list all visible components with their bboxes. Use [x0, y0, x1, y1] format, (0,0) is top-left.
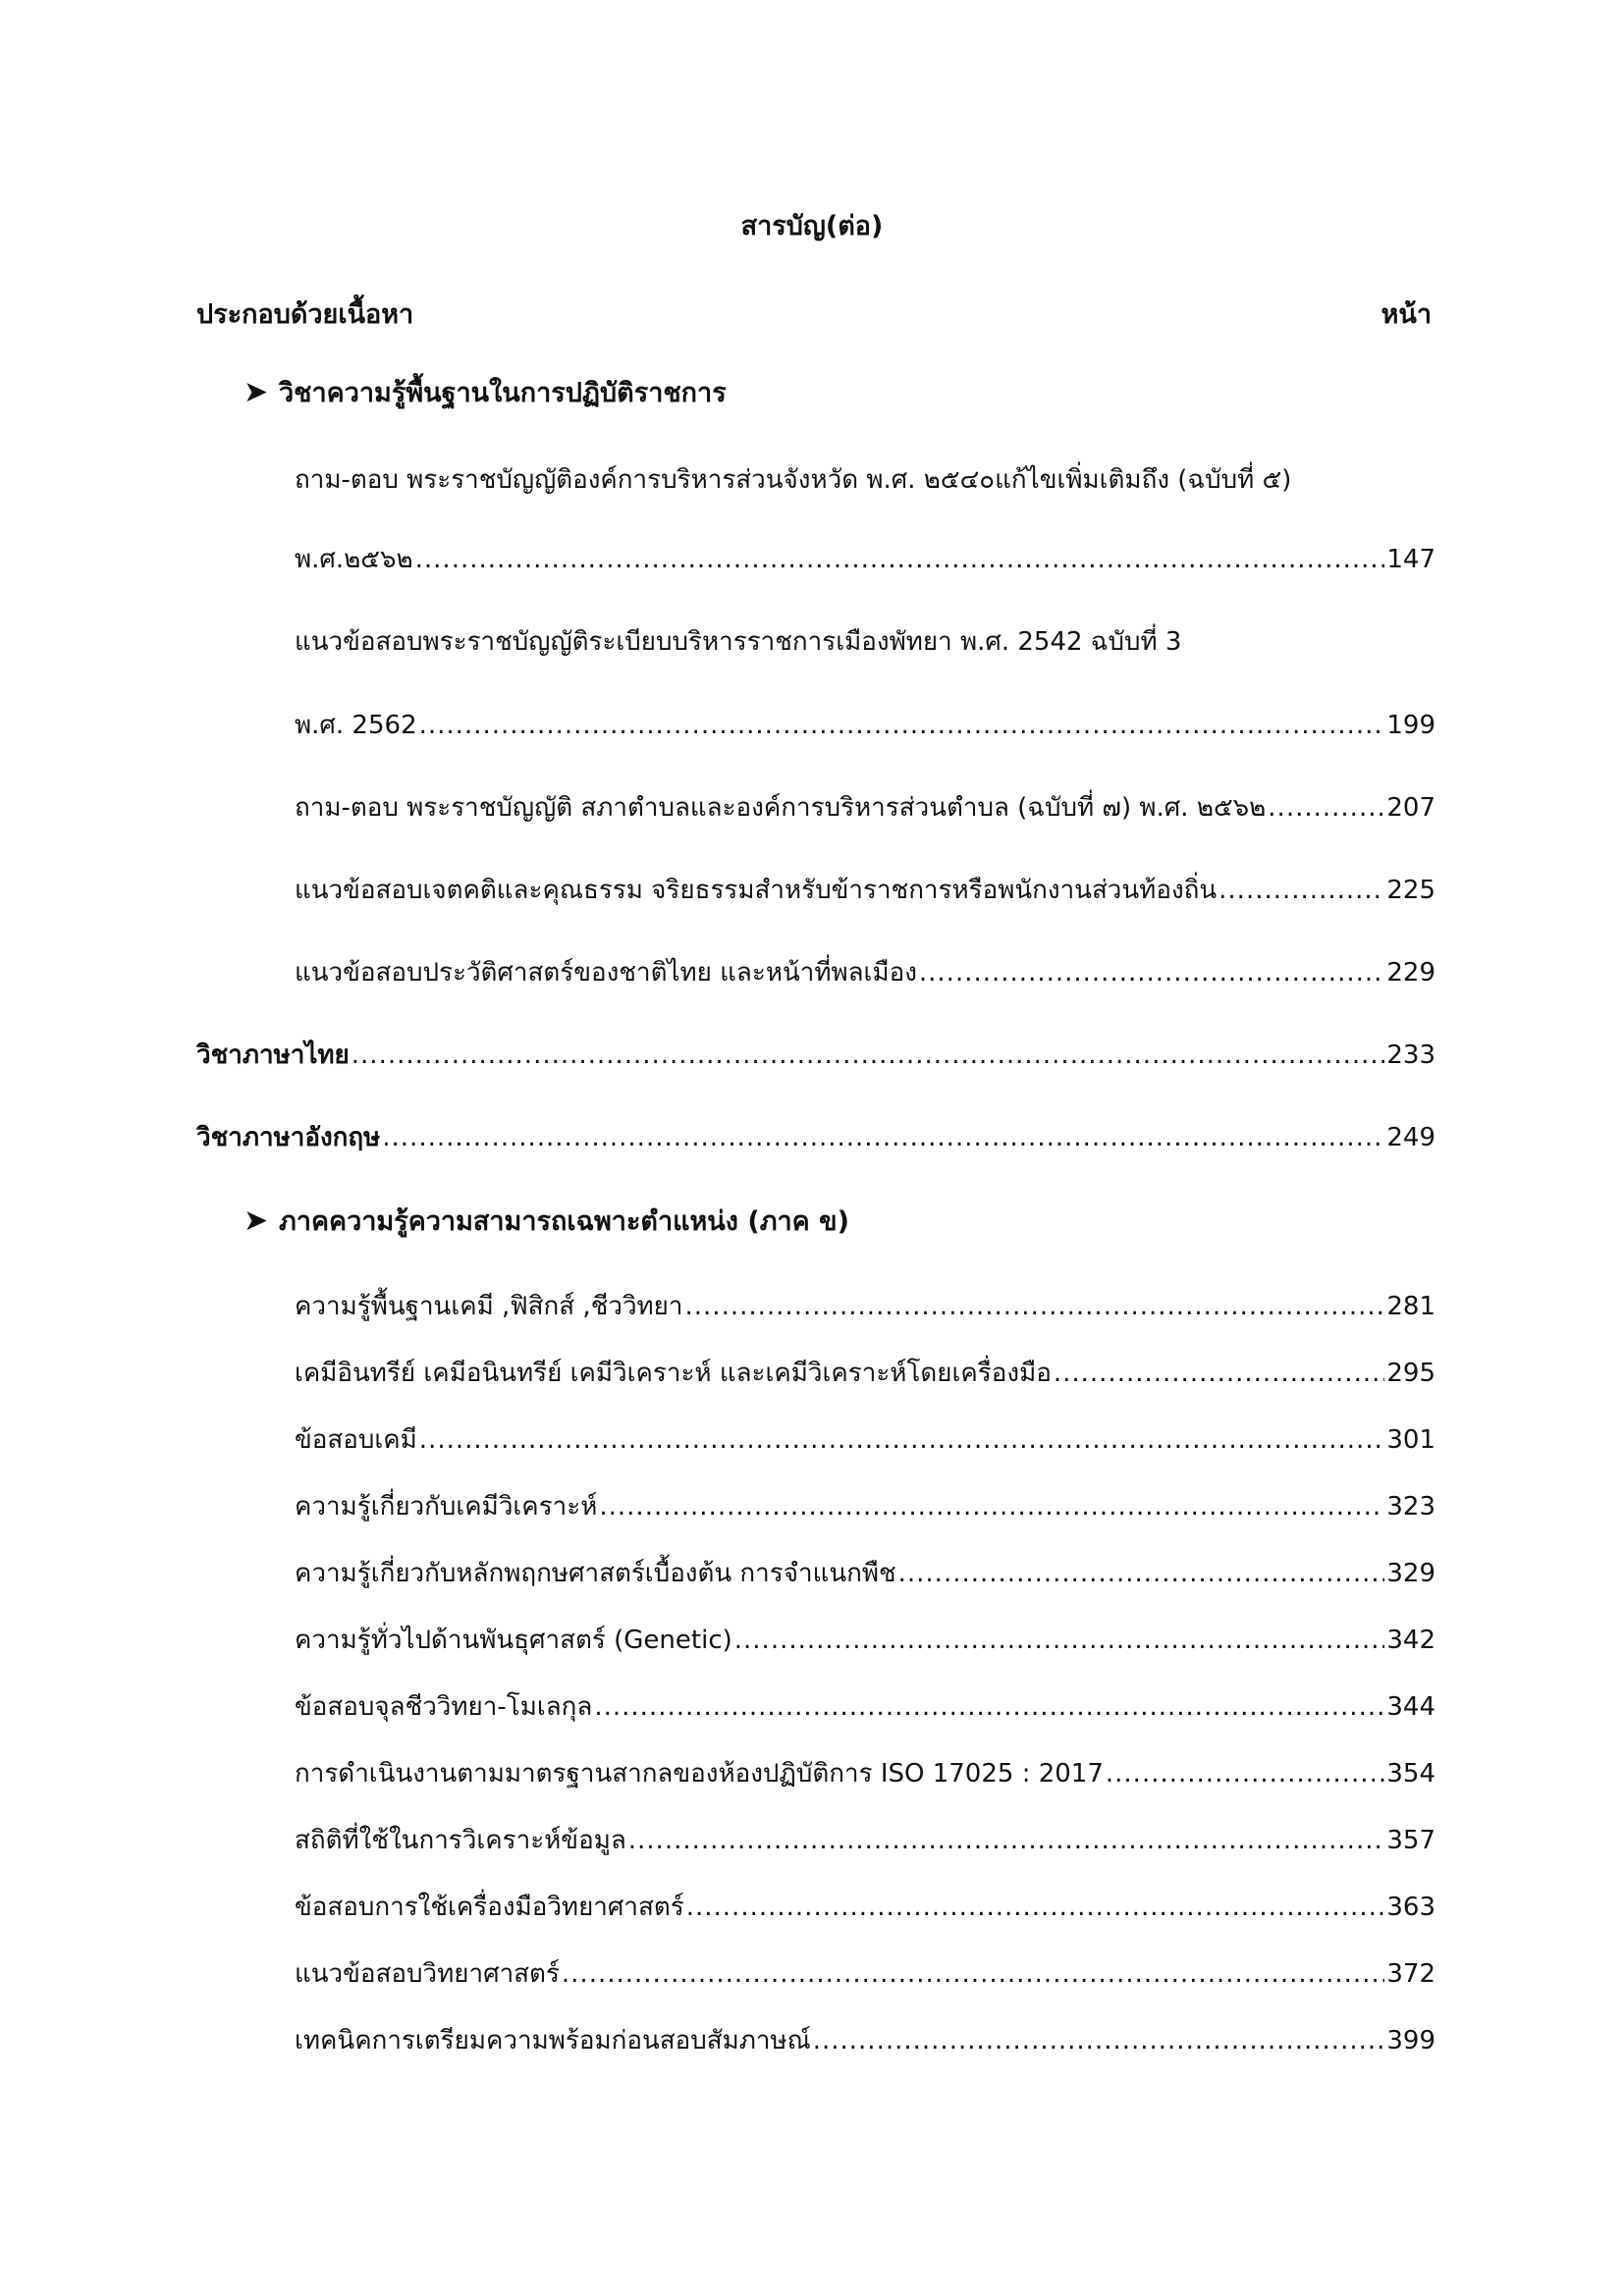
entry-page: 207: [1386, 793, 1435, 823]
entry-page: 363: [1386, 1893, 1435, 1922]
toc-entry: [295, 952, 1435, 991]
entry-title: แนวข้อสอบประวัติศาสตร์ของชาติไทย และหน้าที่พลเมือง: [295, 958, 917, 988]
toc-entry: [295, 1553, 1435, 1592]
toc-entry: [295, 1820, 1435, 1859]
toc-entry: [295, 1353, 1435, 1392]
entry-title: ข้อสอบการใช้เครื่องมือวิทยาศาสตร์: [295, 1893, 684, 1922]
entry-page: 225: [1386, 876, 1435, 905]
entry-page: 249: [1386, 1123, 1435, 1152]
dot-leader: [419, 711, 1385, 740]
entry-page: 344: [1386, 1692, 1435, 1722]
entry-page: 342: [1386, 1626, 1435, 1655]
dot-leader: [1218, 876, 1384, 905]
toc-entry: [295, 2020, 1435, 2059]
dot-leader: [919, 958, 1384, 988]
toc-entry: [295, 1486, 1435, 1525]
entry-title: เคมีอินทรีย์ เคมีอนินทรีย์ เคมีวิเคราะห์ และเคมีวิเคราะห์โดยเครื่องมือ: [295, 1359, 1052, 1388]
toc-entry: [295, 1686, 1435, 1726]
toc-entry-line: ถาม-ตอบ พระราชบัญญัติองค์การบริหารส่วนจังหวัด พ.ศ. ๒๕๔๐แก้ไขเพิ่มเติมถึง (ฉบับที่ ๕): [295, 465, 1292, 495]
entry-page: 229: [1386, 958, 1435, 988]
entry-title: เทคนิคการเตรียมความพร้อมก่อนสอบสัมภาษณ์: [295, 2026, 811, 2056]
entry-page: 399: [1386, 2026, 1435, 2056]
dot-leader: [1106, 1759, 1384, 1789]
toc-entry: [295, 1419, 1435, 1459]
dot-leader: [594, 1692, 1384, 1722]
entry-title: การดำเนินงานตามมาตรฐานสากลของห้องปฏิบัติการ ISO 17025 : 2017: [295, 1759, 1104, 1789]
toc-entry: [295, 1620, 1435, 1659]
dot-leader: [628, 1826, 1385, 1855]
page-title: สารบัญ(ต่อ): [740, 211, 884, 241]
dot-leader: [1268, 793, 1384, 823]
toc-entry: [295, 539, 1435, 578]
toc-entry: [295, 1753, 1435, 1792]
arrow-bullet-icon: ➤: [244, 1203, 269, 1238]
entry-title: ความรู้เกี่ยวกับหลักพฤกษศาสตร์เบื้องต้น การจำแนกพืช: [295, 1559, 896, 1588]
entry-title: แนวข้อสอบเจตคติและคุณธรรม จริยธรรมสำหรับข้าราชการหรือพนักงานส่วนท้องถิ่น: [295, 876, 1218, 905]
toc-entry: [295, 1887, 1435, 1926]
entry-page: 354: [1386, 1759, 1435, 1789]
toc-entry-thai: [196, 1035, 1435, 1074]
dot-leader: [1054, 1359, 1385, 1388]
dot-leader: [686, 1893, 1385, 1922]
contents-label: ประกอบด้วยเนื้อหา: [196, 299, 414, 330]
dot-leader: [352, 1041, 1385, 1070]
page-column-label: หน้า: [1380, 299, 1432, 330]
section-heading: [244, 371, 727, 413]
entry-page: 372: [1386, 1959, 1435, 1989]
section-heading-text: ภาคความรู้ความสามารถเฉพาะตำแหน่ง (ภาค ข): [279, 1206, 849, 1237]
entry-page: 281: [1386, 1292, 1435, 1321]
entry-title: ความรู้เกี่ยวกับเคมีวิเคราะห์: [295, 1492, 598, 1522]
entry-page: 295: [1386, 1359, 1435, 1388]
dot-leader: [419, 1425, 1385, 1455]
section-heading: [244, 1200, 849, 1242]
dot-leader: [415, 545, 1385, 574]
toc-entry: [295, 787, 1435, 827]
toc-entry: [295, 870, 1435, 909]
entry-title: สถิติที่ใช้ในการวิเคราะห์ข้อมูล: [295, 1826, 626, 1855]
toc-entry: [295, 1286, 1435, 1325]
entry-page: 147: [1386, 545, 1435, 574]
entry-title: ความรู้ทั่วไปด้านพันธุศาสตร์ (Genetic): [295, 1626, 732, 1655]
entry-title: ข้อสอบจุลชีววิทยา-โมเลกุล: [295, 1692, 593, 1722]
toc-entry: [295, 705, 1435, 744]
entry-title: ถาม-ตอบ พระราชบัญญัติ สภาตำบลและองค์การบริหารส่วนตำบล (ฉบับที่ ๗) พ.ศ. ๒๕๖๒: [295, 793, 1267, 823]
dot-leader: [599, 1492, 1384, 1522]
entry-page: 329: [1386, 1559, 1435, 1588]
dot-leader: [562, 1959, 1384, 1989]
entry-page: 233: [1386, 1041, 1435, 1070]
entry-page: 199: [1386, 711, 1435, 740]
entry-title: วิชาภาษาไทย: [196, 1041, 350, 1070]
dot-leader: [685, 1292, 1385, 1321]
toc-entry-line: แนวข้อสอบพระราชบัญญัติระเบียบบริหารราชการเมืองพัทยา พ.ศ. 2542 ฉบับที่ 3: [295, 627, 1182, 657]
entry-page: 323: [1386, 1492, 1435, 1522]
entry-page: 357: [1386, 1826, 1435, 1855]
section-heading-text: วิชาความรู้พื้นฐานในการปฏิบัติราชการ: [279, 378, 727, 408]
toc-header: [196, 293, 1432, 332]
toc-entry: [295, 1953, 1435, 1993]
entry-title: ความรู้พื้นฐานเคมี ,ฟิสิกส์ ,ชีววิทยา: [295, 1292, 683, 1321]
dot-leader: [813, 2026, 1385, 2056]
arrow-bullet-icon: ➤: [244, 375, 269, 409]
toc-entry-english: [196, 1117, 1435, 1156]
entry-page: 301: [1386, 1425, 1435, 1455]
entry-title: วิชาภาษาอังกฤษ: [196, 1123, 381, 1152]
dot-leader: [898, 1559, 1385, 1588]
entry-title: พ.ศ.๒๕๖๒: [295, 545, 413, 574]
entry-title: พ.ศ. 2562: [295, 711, 417, 740]
dot-leader: [382, 1123, 1384, 1152]
entry-title: แนวข้อสอบวิทยาศาสตร์: [295, 1959, 560, 1989]
dot-leader: [734, 1626, 1385, 1655]
entry-title: ข้อสอบเคมี: [295, 1425, 417, 1455]
